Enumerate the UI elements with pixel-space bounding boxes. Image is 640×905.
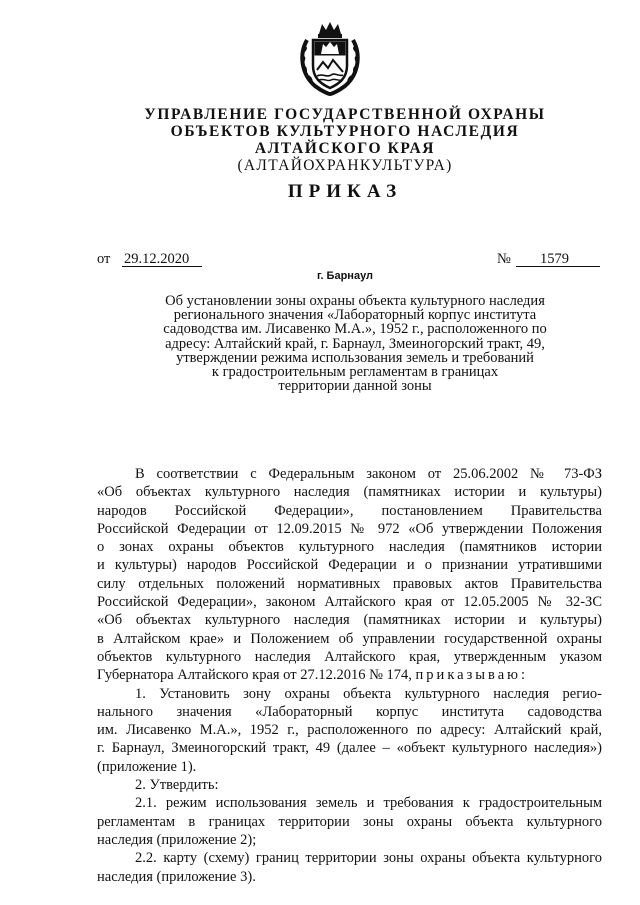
item-1-line: (приложение 1). bbox=[97, 758, 197, 775]
body-line: объектов культурного наследия Алтайского края, утвержденным указом bbox=[97, 648, 602, 665]
item-1-line: нального значения «Лабораторный корпус института садоводства bbox=[97, 703, 602, 720]
document-date: 29.12.2020 bbox=[124, 251, 190, 267]
subject-line: утверждении режима использования земель и требований bbox=[176, 349, 534, 366]
document-number: 1579 bbox=[540, 251, 569, 267]
preamble-last-line: Губернатора Алтайского края от 27.12.2016 № 174, bbox=[97, 667, 412, 684]
subject-line: Об установлении зоны охраны объекта культурного наследия bbox=[165, 293, 545, 309]
org-name-line-3: АЛТАЙСКОГО КРАЯ bbox=[254, 140, 436, 157]
body-line: силу отдельных положений нормативных правовых актов Правительства bbox=[97, 575, 602, 592]
body-line: и культуры) народов Российской Федерации и о признании утратившими bbox=[97, 557, 602, 574]
body-line: народов Российской Федерации», постановлением Правительства bbox=[97, 502, 602, 519]
body-line: Российской Федерации», законом Алтайского края от 12.05.2005 № 32-ЗС bbox=[97, 594, 602, 611]
body-line: Российской Федерации от 12.09.2015 № 972 «Об утверждении Положения bbox=[97, 520, 602, 537]
item-2-2-line: наследия (приложение 3). bbox=[97, 868, 256, 885]
item-1-line: г. Барнаул, Змеиногорский тракт, 49 (далее – «объект культурного наследия») bbox=[97, 740, 602, 757]
org-name-line-1: УПРАВЛЕНИЕ ГОСУДАРСТВЕННОЙ ОХРАНЫ bbox=[144, 106, 546, 123]
body-line bbox=[97, 666, 602, 684]
subject-line: адресу: Алтайский край, г. Барнаул, Змеиногорский тракт, 49, bbox=[165, 335, 545, 352]
item-2-2-line: 2.2. карту (схему) границ территории зоны охраны объекта культурного bbox=[135, 850, 602, 867]
item-2-1-line: наследия (приложение 2); bbox=[97, 831, 257, 848]
subject-line: территории данной зоны bbox=[278, 378, 432, 395]
org-short-name: (АЛТАЙОХРАНКУЛЬТУРА) bbox=[237, 157, 453, 174]
order-word: приказываю: bbox=[415, 667, 528, 684]
item-1-line: им. Лисавенко М.А.», 1952 г., расположенного по адресу: Алтайский край, bbox=[97, 722, 602, 739]
subject-line: садоводства им. Лисавенко М.А.», 1952 г., расположенного по bbox=[163, 321, 547, 338]
body-line: «Об объектах культурного наследия (памятниках истории и культуры) bbox=[97, 612, 602, 629]
item-2-line: 2. Утвердить: bbox=[135, 777, 219, 794]
document-city: г. Барнаул bbox=[316, 270, 374, 282]
document-body bbox=[97, 465, 602, 886]
document-title: ПРИКАЗ bbox=[287, 181, 403, 202]
body-line: «Об объектах культурного наследия (памятниках истории и культуры) bbox=[97, 484, 602, 501]
subject-line: регионального значения «Лабораторный корпус института bbox=[173, 307, 537, 324]
document-subject bbox=[135, 294, 575, 393]
number-prefix: № bbox=[497, 251, 511, 267]
item-2-1-line: регламентам в границах территории зоны охраны объекта культурного bbox=[97, 813, 602, 830]
altai-krai-coat-of-arms-icon bbox=[295, 20, 365, 98]
body-line: В соответствии с Федеральным законом от 25.06.2002 № 73-ФЗ bbox=[135, 466, 602, 482]
org-name-line-2: ОБЪЕКТОВ КУЛЬТУРНОГО НАСЛЕДИЯ bbox=[170, 123, 520, 140]
item-2-1-line: 2.1. режим использования земель и требования к градостроительным bbox=[135, 795, 602, 812]
date-prefix: от bbox=[97, 251, 111, 267]
item-1-line: 1. Установить зону охраны объекта культурного наследия регио- bbox=[135, 685, 602, 702]
body-line: о зонах охраны объектов культурного наследия (памятников истории bbox=[97, 539, 602, 556]
subject-line: к градостроительным регламентам в границах bbox=[211, 364, 499, 381]
body-line: в Алтайском крае» и Положением об управлении государственной охраны bbox=[97, 630, 602, 647]
